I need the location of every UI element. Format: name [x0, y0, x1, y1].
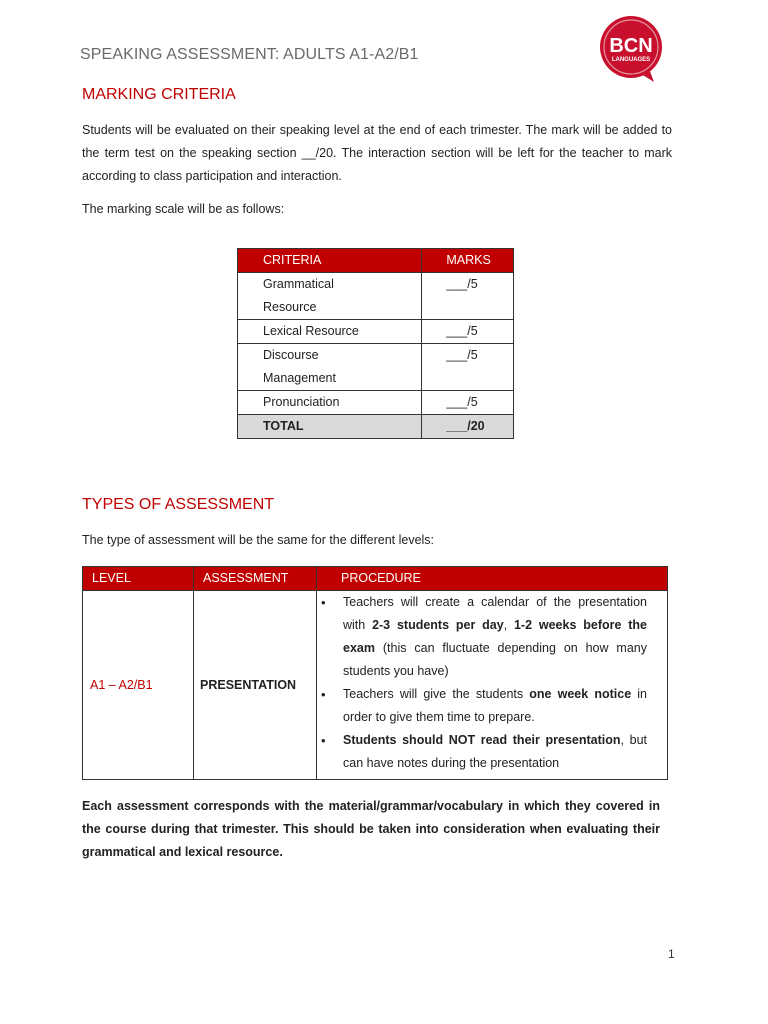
- assessment-header: ASSESSMENT: [194, 567, 317, 591]
- procedure-text: Teachers will create a calendar of the presentation with: [343, 595, 647, 632]
- assessment-type-cell: PRESENTATION: [194, 591, 317, 780]
- assessment-table: [82, 566, 668, 780]
- closing-paragraph: Each assessment corresponds with the material/grammar/vocabulary in which they covered in the course during that trimester. This should be taken into consideration when evaluating their grammatical and lexical resource.: [82, 799, 660, 859]
- procedure-cell: [317, 591, 668, 780]
- assessment-row: [83, 591, 668, 780]
- types-intro-text: The type of assessment will be the same for the different levels:: [82, 533, 435, 547]
- procedure-emphasis: 2-3 students per day: [372, 618, 504, 632]
- marking-criteria-title: MARKING CRITERIA: [82, 86, 236, 103]
- procedure-emphasis: 1-2 weeks before the exam: [343, 618, 648, 655]
- criteria-cell: Pronunciation: [238, 391, 422, 415]
- criteria-cell: Grammatical Resource: [238, 273, 422, 320]
- level-cell: A1 – A2/B1: [83, 591, 194, 780]
- criteria-row-grammatical: [238, 273, 514, 320]
- criteria-table-header-row: [238, 249, 514, 273]
- mark-cell: ___/5: [422, 344, 514, 391]
- mark-cell: ___/5: [422, 320, 514, 344]
- mark-cell: ___/5: [422, 391, 514, 415]
- mark-cell: ___/5: [422, 273, 514, 320]
- page-number: 1: [668, 947, 675, 961]
- criteria-row-discourse: [238, 344, 514, 391]
- procedure-list: [317, 591, 647, 775]
- level-header: LEVEL: [83, 567, 194, 591]
- logo-subtext: LANGUAGES: [611, 57, 651, 63]
- criteria-cell: Discourse Management: [238, 344, 422, 391]
- bcn-languages-logo: [598, 14, 668, 84]
- criteria-total-row: [238, 415, 514, 439]
- procedure-text: (this can fluctuate depending on how many students you have): [343, 641, 647, 678]
- procedure-header: PROCEDURE: [317, 567, 668, 591]
- total-label-cell: TOTAL: [238, 415, 422, 439]
- procedure-text: in order to give them time to prepare.: [343, 687, 648, 724]
- marks-header: MARKS: [422, 249, 514, 273]
- marking-scale-text: The marking scale will be as follows:: [82, 202, 285, 216]
- marking-intro-paragraph: Students will be evaluated on their speaking level at the end of each trimester. The mark will be added to the term test on the speaking section __/20. The interaction section will be left for the teacher to mark according to class participation and interaction.: [82, 123, 672, 183]
- procedure-item-notice: [317, 683, 647, 729]
- procedure-emphasis: one week notice: [529, 687, 632, 701]
- procedure-emphasis: Students should NOT read their presentation: [343, 733, 621, 747]
- assessment-table-header-row: [83, 567, 668, 591]
- total-mark-cell: ___/20: [422, 415, 514, 439]
- procedure-text: Teachers will give the students: [343, 687, 530, 701]
- procedure-item-no-reading: [317, 729, 647, 775]
- criteria-row-pronunciation: [238, 391, 514, 415]
- procedure-text: , but can have notes during the presentation: [343, 733, 647, 770]
- logo-text: BCN: [609, 35, 653, 57]
- procedure-item-calendar: [317, 591, 647, 683]
- marking-criteria-table: [237, 248, 514, 439]
- document-header-title: SPEAKING ASSESSMENT: ADULTS A1-A2/B1: [80, 46, 419, 63]
- types-of-assessment-title: TYPES OF ASSESSMENT: [82, 496, 275, 513]
- procedure-text: ,: [503, 618, 514, 632]
- criteria-header: CRITERIA: [238, 249, 422, 273]
- criteria-cell: Lexical Resource: [238, 320, 422, 344]
- criteria-row-lexical: [238, 320, 514, 344]
